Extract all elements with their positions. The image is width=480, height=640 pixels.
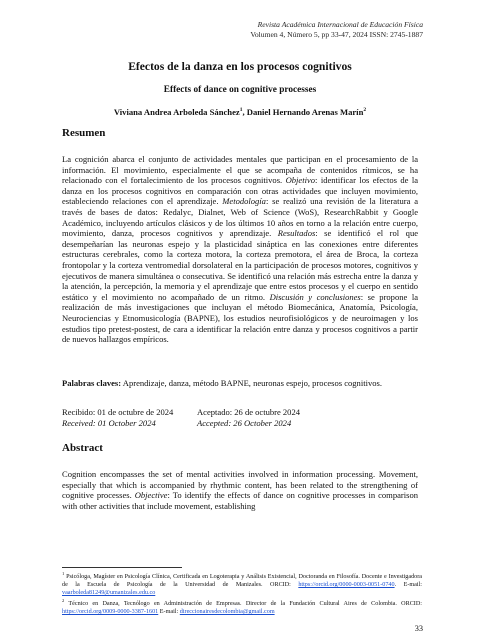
resumen-text-5: : se propone la realización de más investigaciones que incluyan el método Biomecánica, Anatomía, Psicología, Neurociencias y Etnomusicología (BAPNE), los estudios neurofisiológicos y de neuroimagen y los estudios tipo pretest-postest, de cara a identificar la relación entre danza y procesos cognitivos a partir de nuevos hallazgos empíricos. xyxy=(62,291,418,345)
resumen-paragraph xyxy=(62,154,418,345)
footnote-1-mark: 1 xyxy=(62,571,65,576)
author-1-footnote-mark[interactable]: 1 xyxy=(239,107,243,114)
received-es: Recibido: 01 de octubre de 2024 xyxy=(62,407,174,417)
footnote-1-email-link[interactable]: vaarboleda81249@umanizales.edu.co xyxy=(62,590,156,597)
title-spanish: Efectos de la danza en los procesos cognitivos xyxy=(128,60,352,73)
footnote-2 xyxy=(62,597,422,616)
footnote-2-email-label: E-mail: xyxy=(158,609,180,616)
abstract-heading: Abstract xyxy=(62,442,103,454)
dates-spanish-row xyxy=(62,407,422,418)
label-discusion: Discusión y conclusiones xyxy=(269,291,361,302)
footnote-1 xyxy=(62,570,422,597)
keywords-label: Palabras claves: xyxy=(62,378,122,388)
authors-line xyxy=(40,107,440,117)
title-english: Effects of dance on cognitive processes xyxy=(163,85,317,95)
resumen-heading: Resumen xyxy=(62,127,106,139)
abstract-body xyxy=(62,469,418,511)
resumen-text-2: : identificar los efectos de la danza en los procesos cognitivos en comparación con otras actividades que incluyen movimiento, estableciendo relaciones con el aprendizaje. xyxy=(62,175,419,207)
resumen-body xyxy=(62,154,418,345)
journal-header xyxy=(93,20,423,40)
label-objective: Objective xyxy=(134,490,168,501)
resumen-text-4: : se identificó el rol que desempeñarían las neuronas espejo y la plasticidad sináptica en las conexiones entre diferentes estructuras cerebrales, como la corteza motora, la corteza premotora, el área de Broca, la corteza frontopolar y la corteza ventromedial dorsolateral en la participación de procesos motores, cognitivos y ejecutivos de manera simultánea o consecutiva. Se identificó una relación más estrecha entre la danza y la atención, la percepción, la memoria y el aprendizaje que entre estos procesos y el cuerpo en sentido estático y el movimiento no acompañado de un ritmo. xyxy=(62,228,419,302)
accepted-es: Aceptado: 26 de octubre 2024 xyxy=(197,407,301,417)
abstract-text-1: Cognition encompasses the set of mental activities involved in information processing. Movement, especially that which is accompanied by rhythmic content, has been related to the strengthening of cognitive processes. xyxy=(62,469,418,501)
keywords xyxy=(62,378,418,389)
author-2-footnote-mark[interactable]: 2 xyxy=(363,107,367,114)
page-number: 33 xyxy=(414,624,423,633)
abstract-text-2: : To identify the effects of dance on cognitive processes in comparison with other activities that include movement, establishing xyxy=(62,490,418,511)
abstract-paragraph xyxy=(62,469,418,511)
label-resultados: Resultados xyxy=(277,228,316,239)
footnote-2-text: Técnico en Danza, Tecnólogo en Administración de Empresas. Director de la Fundación Cultural Aires de Colombia. ORCID: xyxy=(64,601,422,608)
footnote-2-orcid-link[interactable]: https://orcid.org/0009-0000-3387-1601 xyxy=(62,609,159,616)
footnote-2-mark: 2 xyxy=(62,598,65,604)
footnotes xyxy=(62,570,422,617)
dates-english-row xyxy=(62,418,422,429)
author-separator: , xyxy=(242,107,247,117)
footnote-divider xyxy=(62,567,182,568)
journal-volume: Volumen 4, Número 5, pp 33-47, 2024 ISSN: 2745-1887 xyxy=(250,30,423,39)
footnote-1-text: Psicóloga, Magíster en Psicología Clínica, Certificada en Logoterapia y Análisis Existencial, Doctoranda en Filosofía. Docente e Investigadora de la Escuela de Psicología de la Universidad de Manizales. ORCID: xyxy=(62,574,422,589)
journal-name: Revista Académica Internacional de Educación Física xyxy=(257,20,423,29)
label-metodologia: Metodología xyxy=(222,196,266,207)
resumen-text-3: : se realizó una revisión de la literatura a través de bases de datos: Redalyc, Dialnet, Web of Science (WoS), ResearchRabbit y Google Académico, incluyendo artículos clásicos y de los últimos 10 años en torno a la relación entre cuerpo, movimiento, danza, procesos cognitivos y aprendizaje. xyxy=(62,196,418,239)
footnote-1-email-label: . E-mail: xyxy=(394,582,422,589)
footnote-2-email-link[interactable]: direccionairesdecolombia@gmail.com xyxy=(179,609,275,616)
label-objetivo: Objetivo xyxy=(285,175,316,186)
dates-block xyxy=(62,407,422,429)
footnote-1-orcid-link[interactable]: https://orcid.org/0000-0003-0051-0740 xyxy=(298,582,395,589)
author-2-name: Daniel Hernando Arenas Marín xyxy=(246,107,364,117)
author-1-name: Viviana Andrea Arboleda Sánchez xyxy=(113,107,240,117)
keywords-text: Aprendizaje, danza, método BAPNE, neuronas espejo, procesos cognitivos. xyxy=(121,378,382,388)
accepted-en: Accepted: 26 October 2024 xyxy=(197,418,292,428)
received-en: Received: 01 October 2024 xyxy=(62,418,156,428)
resumen-text-1: La cognición abarca el conjunto de actividades mentales que participan en el procesamiento de la información. El movimiento, especialmente el que se acompaña de contenidos rítmicos, se ha relacionado con el fortalecimiento de los procesos cognitivos. xyxy=(62,154,418,186)
